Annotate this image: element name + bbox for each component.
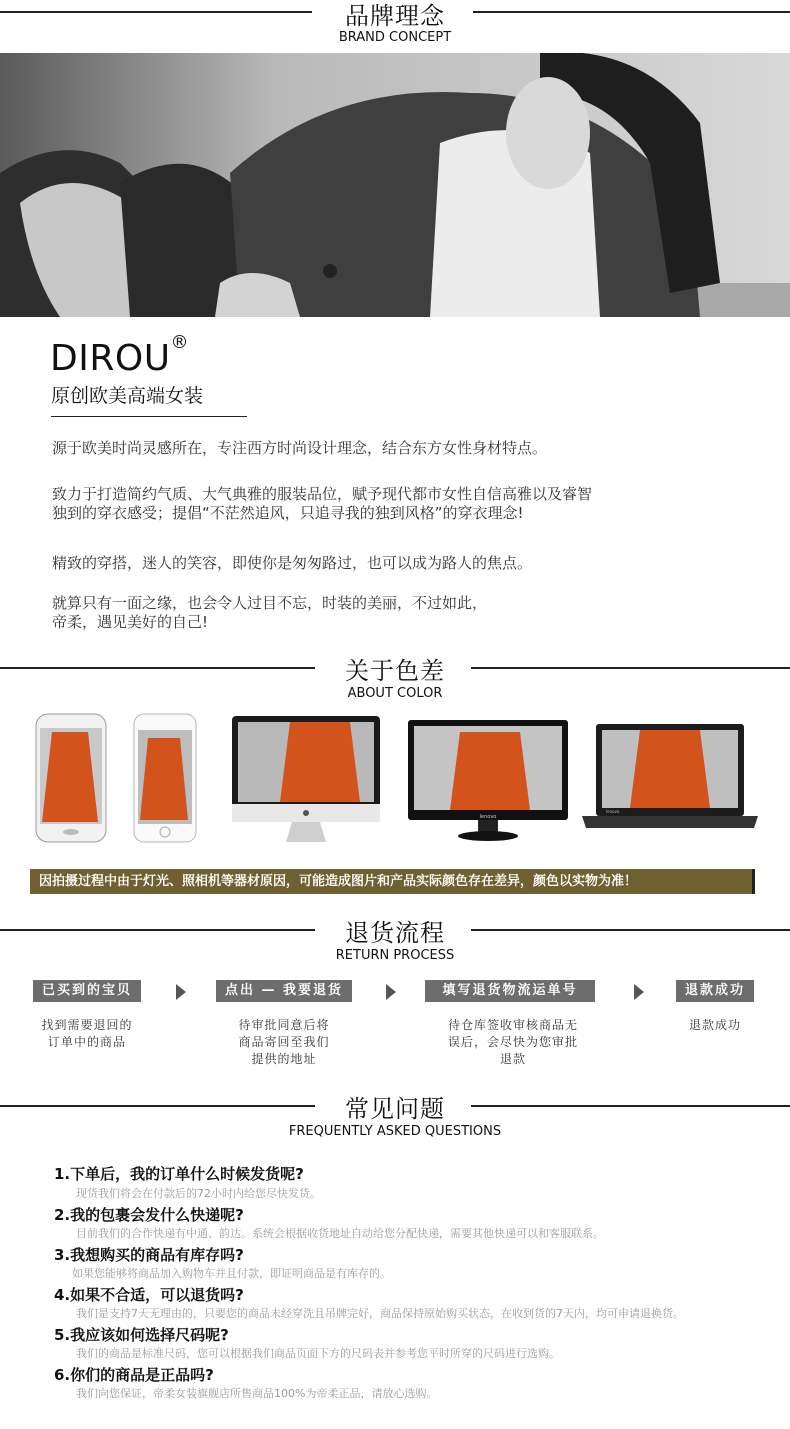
device-comparison-image [30,712,760,852]
laptop-icon [582,724,758,828]
section-title-en: ABOUT COLOR [347,686,443,701]
svg-text:lenovo: lenovo [479,814,497,820]
return-step-label: 填写退货物流运单号 [425,980,595,1002]
section-title-cn: 常见问题 [345,1095,445,1123]
section-title-cn: 品牌理念 [345,2,445,30]
phone-icon [36,714,106,842]
brand-paragraph: 独到的穿衣感受；提倡“不茫然追风，只追寻我的独到风格”的穿衣理念! [52,504,524,522]
section-title-cn: 退货流程 [345,919,445,947]
section-title-en: FREQUENTLY ASKED QUESTIONS [288,1124,502,1139]
faq-question: 5.我应该如何选择尺码呢? [54,1326,229,1344]
section-title-en: BRAND CONCEPT [338,30,452,45]
faq-answer: 目前我们的合作快递有中通、韵达。系统会根据收货地址自动给您分配快递，需要其他快递可以和客服联系。 [76,1227,604,1240]
arrow-right-icon [176,984,186,1000]
faq-answer: 如果您能够将商品加入购物车并且付款，即证明商品是有库存的。 [72,1267,391,1280]
return-step-description: 找到需要退回的 订单中的商品 [41,1018,133,1049]
hero-photo [0,53,790,317]
faq-answer: 现货我们将会在付款后的72小时内给您尽快发货。 [76,1187,321,1200]
faq-answer: 我们是支持7天无理由的，只要您的商品未经穿洗且吊牌完好，商品保持原始购买状态，在收到货的7天内，均可申请退换货。 [76,1307,684,1320]
divider [51,416,247,417]
brand-paragraph: 就算只有一面之缘，也会令人过目不忘，时装的美丽，不过如此， [52,594,488,612]
brand-paragraph: 帝柔，遇见美好的自己! [52,613,209,631]
color-disclaimer-banner: 因拍摄过程中由于灯光、照相机等器材原因，可能造成图片和产品实际颜色存在差异，颜色以实物为准！ [30,869,755,894]
brand-concept-header [0,0,790,50]
return-step-description: 待审批同意后将 商品寄回至我们 提供的地址 [238,1018,330,1066]
desktop-monitor-icon [232,716,380,842]
brand-tagline: 原创欧美高端女装 [51,385,204,407]
section-title-cn: 关于色差 [345,657,445,685]
arrow-right-icon [634,984,644,1000]
brand-name: DIROU® [50,332,190,379]
return-process-header [0,912,790,967]
return-step-label: 已买到的宝贝 [33,980,141,1002]
about-color-header [0,650,790,705]
section-title-en: RETURN PROCESS [335,948,455,963]
svg-text:lenovo: lenovo [606,809,620,814]
faq-header [0,1088,790,1143]
arrow-right-icon [386,984,396,1000]
phone-icon [134,714,196,842]
lcd-monitor-icon [408,720,568,841]
brand-paragraph: 源于欧美时尚灵感所在，专注西方时尚设计理念，结合东方女性身材特点。 [52,439,548,457]
brand-paragraph: 精致的穿搭，迷人的笑容，即使你是匆匆路过，也可以成为路人的焦点。 [52,554,533,572]
brand-paragraph: 致力于打造简约气质、大气典雅的服装品位，赋予现代都市女性自信高雅以及睿智 [52,485,593,503]
faq-answer: 我们的商品是标准尺码，您可以根据我们商品页面下方的尺码表并参考您平时所穿的尺码进行选购。 [76,1347,560,1360]
return-step-label: 退款成功 [676,980,754,1002]
faq-question: 6.你们的商品是正品吗? [54,1366,214,1384]
faq-question: 4.如果不合适，可以退货吗? [54,1286,244,1304]
faq-answer: 我们向您保证，帝柔女装旗舰店所售商品100%为帝柔正品，请放心选购。 [76,1387,438,1400]
return-step-description: 退款成功 [688,1018,741,1032]
faq-question: 2.我的包裹会发什么快递呢? [54,1206,244,1224]
faq-question: 3.我想购买的商品有库存吗? [54,1246,244,1264]
faq-question: 1.下单后，我的订单什么时候发货呢? [54,1165,304,1183]
return-step-label: 点出 — 我要退货 [216,980,352,1002]
return-step-description: 待仓库签收审核商品无 误后，会尽快为您审批 退款 [447,1018,578,1066]
